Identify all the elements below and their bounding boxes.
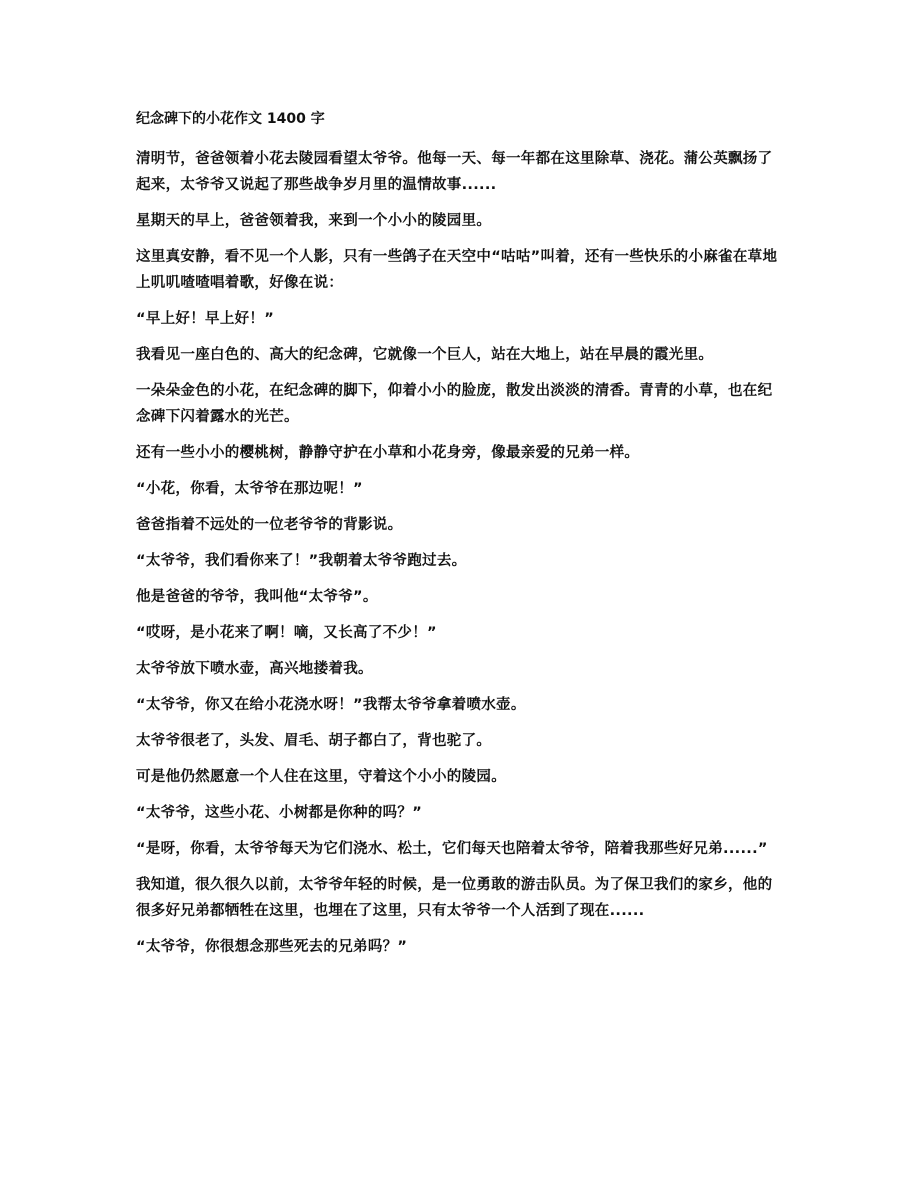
paragraph: “是呀，你看，太爷爷每天为它们浇水、松土，它们每天也陪着太爷爷，陪着我那些好兄弟......” xyxy=(136,841,768,857)
paragraph: 太爷爷很老了，头发、眉毛、胡子都白了，背也驼了。 xyxy=(136,733,492,749)
paragraph: “早上好！早上好！” xyxy=(136,311,275,327)
paragraph: “哎呀，是小花来了啊！嘀，又长高了不少！” xyxy=(136,625,437,641)
paragraph: 我看见一座白色的、高大的纪念碑，它就像一个巨人，站在大地上，站在早晨的霞光里。 xyxy=(136,347,714,363)
paragraph: 还有一些小小的樱桃树，静静守护在小草和小花身旁，像最亲爱的兄弟一样。 xyxy=(136,445,640,461)
paragraph: “太爷爷，你又在给小花浇水呀！”我帮太爷爷拿着喷水壶。 xyxy=(136,697,526,713)
paragraph: “太爷爷，你很想念那些死去的兄弟吗？” xyxy=(136,939,408,955)
paragraph: 星期天的早上，爸爸领着我，来到一个小小的陵园里。 xyxy=(136,213,492,229)
paragraph: 清明节，爸爸领着小花去陵园看望太爷爷。他每一天、每一年都在这里除草、浇花。蒲公英飘扬了起来，太爷爷又说起了那些战争岁月里的温情故事...... xyxy=(136,151,773,193)
paragraph: 一朵朵金色的小花，在纪念碑的脚下，仰着小小的脸庞，散发出淡淡的清香。青青的小草，也在纪念碑下闪着露水的光芒。 xyxy=(136,383,773,425)
paragraph: 可是他仍然愿意一个人住在这里，守着这个小小的陵园。 xyxy=(136,769,506,785)
paragraph: 他是爸爸的爷爷，我叫他“太爷爷”。 xyxy=(136,589,378,605)
paragraph: 爸爸指着不远处的一位老爷爷的背影说。 xyxy=(136,517,403,533)
document-title: 纪念碑下的小花作文 1400 字 xyxy=(136,111,325,127)
paragraph: “太爷爷，这些小花、小树都是你种的吗？” xyxy=(136,805,423,821)
paragraph: “太爷爷，我们看你来了！”我朝着太爷爷跑过去。 xyxy=(136,553,467,569)
paragraph: 太爷爷放下喷水壶，高兴地搂着我。 xyxy=(136,661,373,677)
paragraph: 我知道，很久很久以前，太爷爷年轻的时候，是一位勇敢的游击队员。为了保卫我们的家乡，他的很多好兄弟都牺牲在这里，也埋在了这里，只有太爷爷一个人活到了现在...... xyxy=(136,877,773,919)
document-body xyxy=(136,108,786,970)
paragraph: 这里真安静，看不见一个人影，只有一些鸽子在天空中“咕咕”叫着，还有一些快乐的小麻雀在草地上叽叽喳喳唱着歌，好像在说： xyxy=(136,249,778,291)
paragraph: “小花，你看，太爷爷在那边呢！” xyxy=(136,481,363,497)
